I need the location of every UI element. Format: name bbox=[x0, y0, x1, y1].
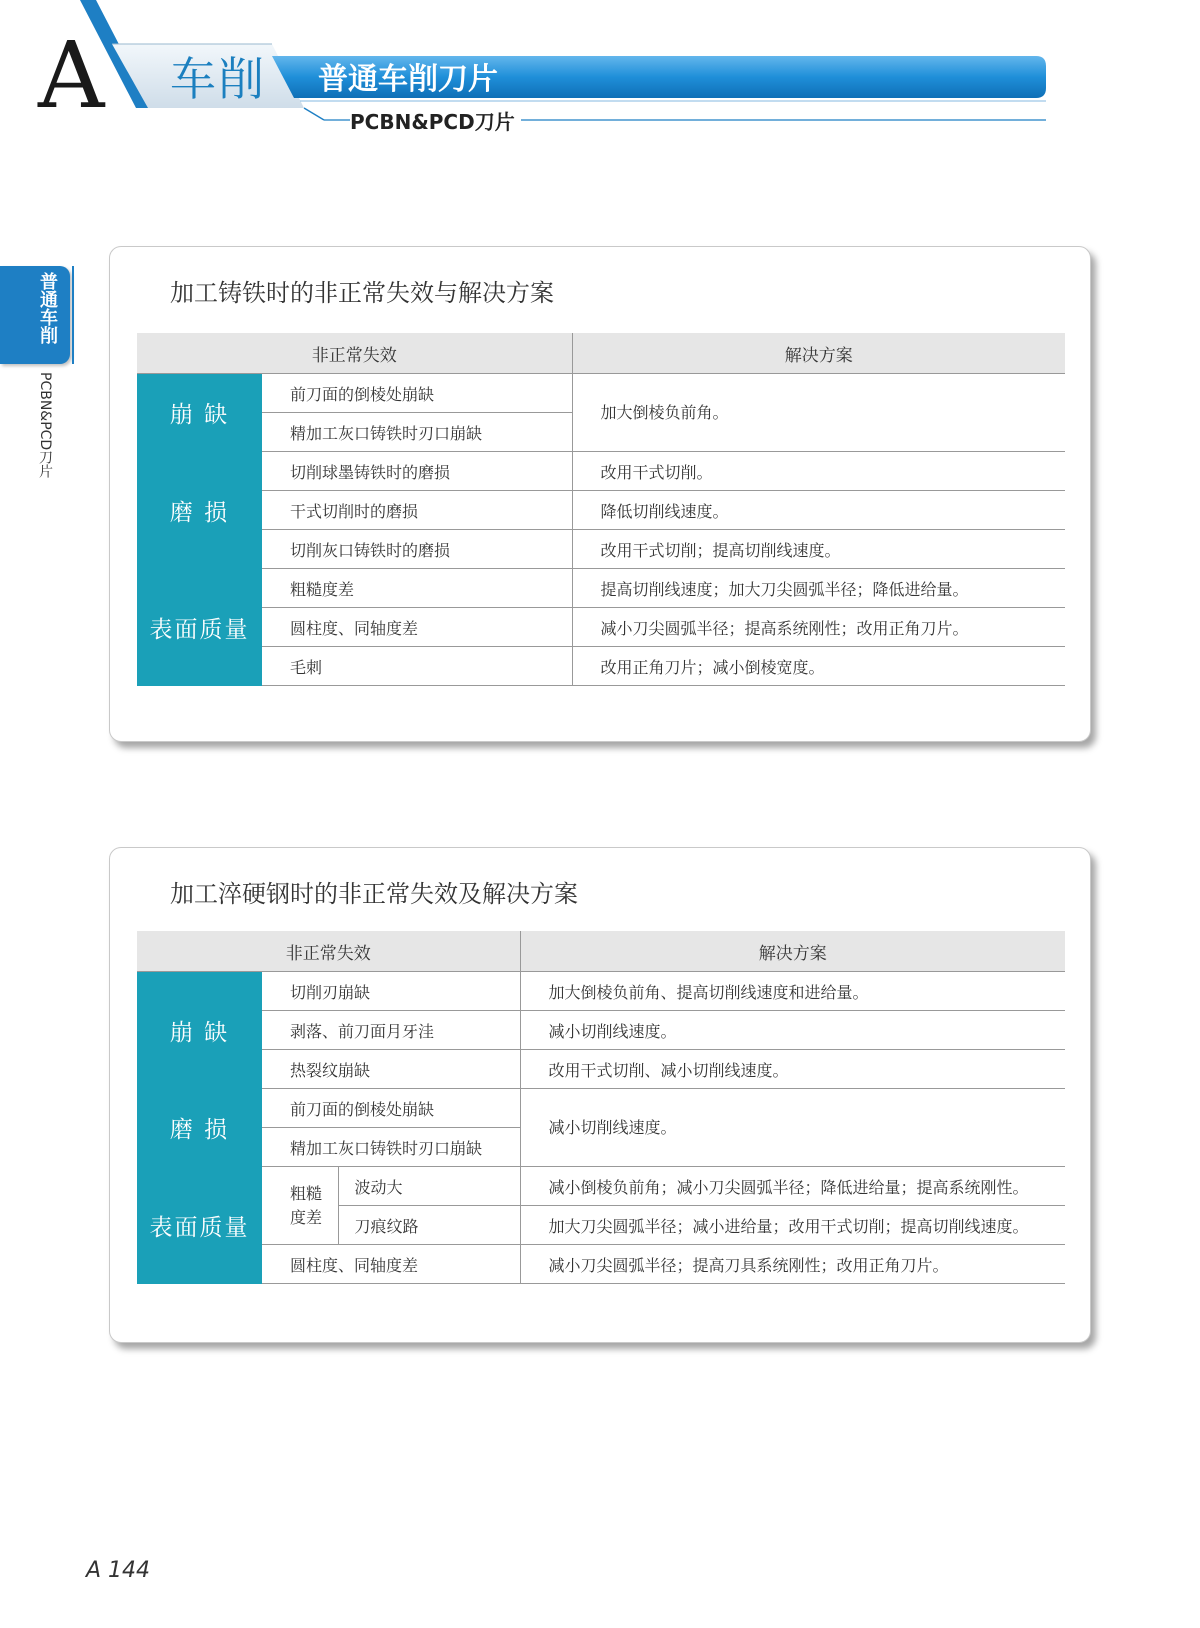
failure-cell: 圆柱度、同轴度差 bbox=[262, 608, 572, 647]
subsection-title: 普通车削刀片 bbox=[318, 62, 498, 97]
page-number: A 144 bbox=[86, 1558, 151, 1583]
cast-iron-table bbox=[137, 333, 1065, 686]
solution-cell: 改用干式切削；提高切削线速度。 bbox=[572, 530, 1065, 569]
solution-cell: 改用干式切削。 bbox=[572, 452, 1065, 491]
failure-cell: 毛刺 bbox=[262, 647, 572, 686]
solution-cell: 降低切削线速度。 bbox=[572, 491, 1065, 530]
section-title: 车削 bbox=[170, 52, 266, 106]
solution-cell: 加大刀尖圆弧半径；减小进给量；改用干式切削；提高切削线速度。 bbox=[520, 1206, 1065, 1245]
failure-cell: 剥落、前刀面月牙洼 bbox=[262, 1011, 520, 1050]
subsubsection-title: PCBN&PCD刀片 bbox=[350, 110, 521, 134]
failure-cell: 前刀面的倒棱处崩缺 bbox=[262, 1089, 520, 1128]
side-tab-label: 普通车削 bbox=[37, 272, 58, 344]
failure-cell: 切削球墨铸铁时的磨损 bbox=[262, 452, 572, 491]
category-cell: 表面质量 bbox=[137, 569, 262, 686]
category-cell: 崩 缺 bbox=[137, 374, 262, 452]
failure-cell: 精加工灰口铸铁时刃口崩缺 bbox=[262, 1128, 520, 1167]
category-cell: 崩 缺 bbox=[137, 972, 262, 1089]
failure-cell: 切削灰口铸铁时的磨损 bbox=[262, 530, 572, 569]
failure-cell: 刀痕纹路 bbox=[338, 1206, 520, 1245]
solution-cell: 减小倒棱负前角；减小刀尖圆弧半径；降低进给量；提高系统刚性。 bbox=[520, 1167, 1065, 1206]
solution-cell: 减小刀尖圆弧半径；提高系统刚性；改用正角刀片。 bbox=[572, 608, 1065, 647]
solution-header: 解决方案 bbox=[520, 931, 1065, 972]
cast-iron-table-title: 加工铸铁时的非正常失效与解决方案 bbox=[170, 279, 554, 307]
failure-cell: 粗糙度差 bbox=[262, 569, 572, 608]
side-nav-tab[interactable] bbox=[0, 266, 70, 364]
solution-cell: 改用干式切削、减小切削线速度。 bbox=[520, 1050, 1065, 1089]
solution-cell: 提高切削线速度；加大刀尖圆弧半径；降低进给量。 bbox=[572, 569, 1065, 608]
solution-cell: 减小切削线速度。 bbox=[520, 1011, 1065, 1050]
side-section-label: PCBN&PCD刀片 bbox=[37, 372, 53, 479]
failure-cell: 前刀面的倒棱处崩缺 bbox=[262, 374, 572, 413]
failure-cell: 波动大 bbox=[338, 1167, 520, 1206]
failure-cell: 圆柱度、同轴度差 bbox=[262, 1245, 520, 1284]
failure-cell: 热裂纹崩缺 bbox=[262, 1050, 520, 1089]
solution-cell: 减小切削线速度。 bbox=[520, 1089, 1065, 1167]
solution-cell: 加大倒棱负前角。 bbox=[572, 374, 1065, 452]
solution-cell: 减小刀尖圆弧半径；提高刀具系统刚性；改用正角刀片。 bbox=[520, 1245, 1065, 1284]
category-cell: 磨 损 bbox=[137, 452, 262, 569]
cast-iron-card bbox=[109, 246, 1091, 742]
hardened-steel-table-title: 加工淬硬钢时的非正常失效及解决方案 bbox=[170, 880, 578, 908]
side-tab-divider bbox=[72, 266, 74, 364]
category-cell: 表面质量 bbox=[137, 1167, 262, 1284]
failure-header: 非正常失效 bbox=[137, 333, 572, 374]
failure-cell: 切削刃崩缺 bbox=[262, 972, 520, 1011]
page-header bbox=[0, 0, 1200, 160]
roughness-label-cell: 粗糙 度差 bbox=[262, 1167, 338, 1245]
hardened-steel-table bbox=[137, 931, 1065, 1284]
solution-cell: 加大倒棱负前角、提高切削线速度和进给量。 bbox=[520, 972, 1065, 1011]
chapter-letter: A bbox=[38, 22, 105, 129]
category-cell: 磨 损 bbox=[137, 1089, 262, 1167]
failure-cell: 精加工灰口铸铁时刃口崩缺 bbox=[262, 413, 572, 452]
solution-cell: 改用正角刀片；减小倒棱宽度。 bbox=[572, 647, 1065, 686]
failure-cell: 干式切削时的磨损 bbox=[262, 491, 572, 530]
solution-header: 解决方案 bbox=[572, 333, 1065, 374]
failure-header: 非正常失效 bbox=[137, 931, 520, 972]
hardened-steel-card bbox=[109, 847, 1091, 1343]
